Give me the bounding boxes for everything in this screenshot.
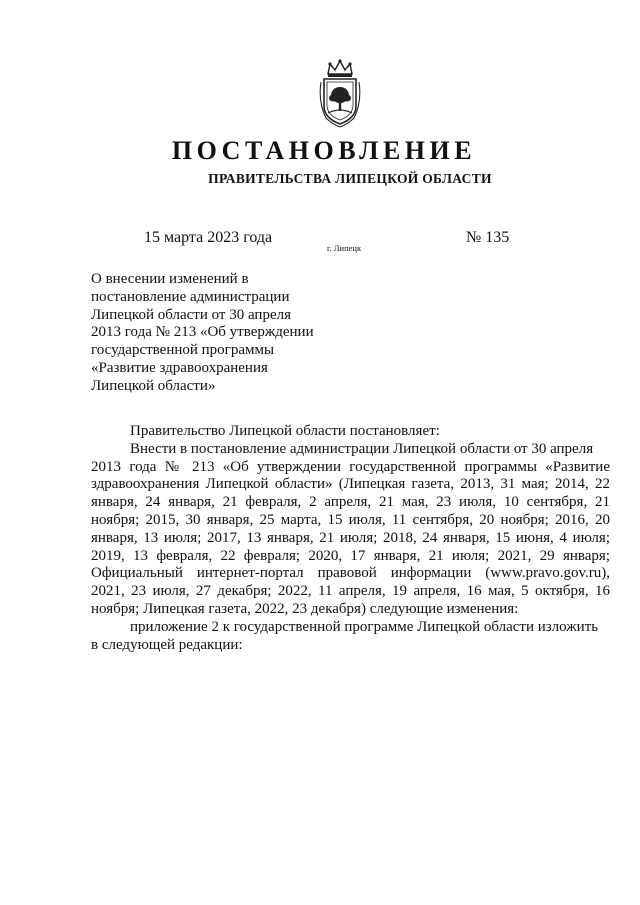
body-line: января, 24 января, 21 февраля, 2 апреля, 21 мая, 23 июля, 10 сентября, 21: [91, 494, 610, 511]
body-line: 2019, 13 февраля, 22 февраля; 2020, 17 января, 21 июля; 2021, 29 января;: [91, 547, 610, 564]
subject-line: 2013 года № 213 «Об утверждении: [91, 324, 314, 341]
body-line: 2021, 23 июля, 27 декабря; 2022, 11 апреля, 19 апреля, 16 мая, 5 октября, 16: [91, 583, 610, 600]
issuer-name: ПРАВИТЕЛЬСТВА ЛИПЕЦКОЙ ОБЛАСТИ: [208, 171, 492, 186]
body-line: Правительство Липецкой области постановляет:: [130, 423, 440, 439]
subject-line: «Развитие здравоохранения: [91, 359, 268, 376]
body-line: 2013 года № 213 «Об утверждении государственной программы «Развитие: [91, 458, 610, 475]
body-line: ноября; 2015, 30 января, 25 марта, 15 июля, 11 сентября, 20 ноября; 2016, 20: [91, 511, 610, 528]
body-line: января, 13 июля; 2017, 13 января, 21 июля; 2018, 24 января, 15 июня, 4 июля;: [91, 529, 610, 546]
body-line: в следующей редакции:: [91, 636, 243, 653]
subject-line: Липецкой области»: [91, 377, 216, 394]
body-line: здравоохранения Липецкой области» (Липецкая газета, 2013, 31 мая; 2014, 22: [91, 476, 610, 493]
document-subject: [91, 271, 351, 396]
document-title: ПОСТАНОВЛЕНИЕ: [171, 136, 477, 165]
document-body: [91, 423, 610, 654]
document-number: № 135: [466, 229, 510, 246]
subject-line: Липецкой области от 30 апреля: [91, 306, 291, 323]
coat-of-arms-emblem: [318, 58, 362, 130]
subject-line: О внесении изменений в: [91, 271, 249, 287]
subject-line: постановление администрации: [91, 288, 290, 305]
body-line: ноября; Липецкая газета, 2022, 23 декабря) следующие изменения:: [91, 600, 519, 617]
body-line: приложение 2 к государственной программе Липецкой области изложить: [130, 618, 599, 635]
body-line: Внести в постановление администрации Липецкой области от 30 апреля: [130, 440, 594, 457]
document-date: 15 марта 2023 года: [144, 229, 273, 246]
document-city: г. Липецк: [327, 243, 362, 253]
subject-line: государственной программы: [91, 342, 275, 359]
body-line: Официальный интернет-портал правовой информации (www.pravo.gov.ru),: [91, 565, 610, 582]
